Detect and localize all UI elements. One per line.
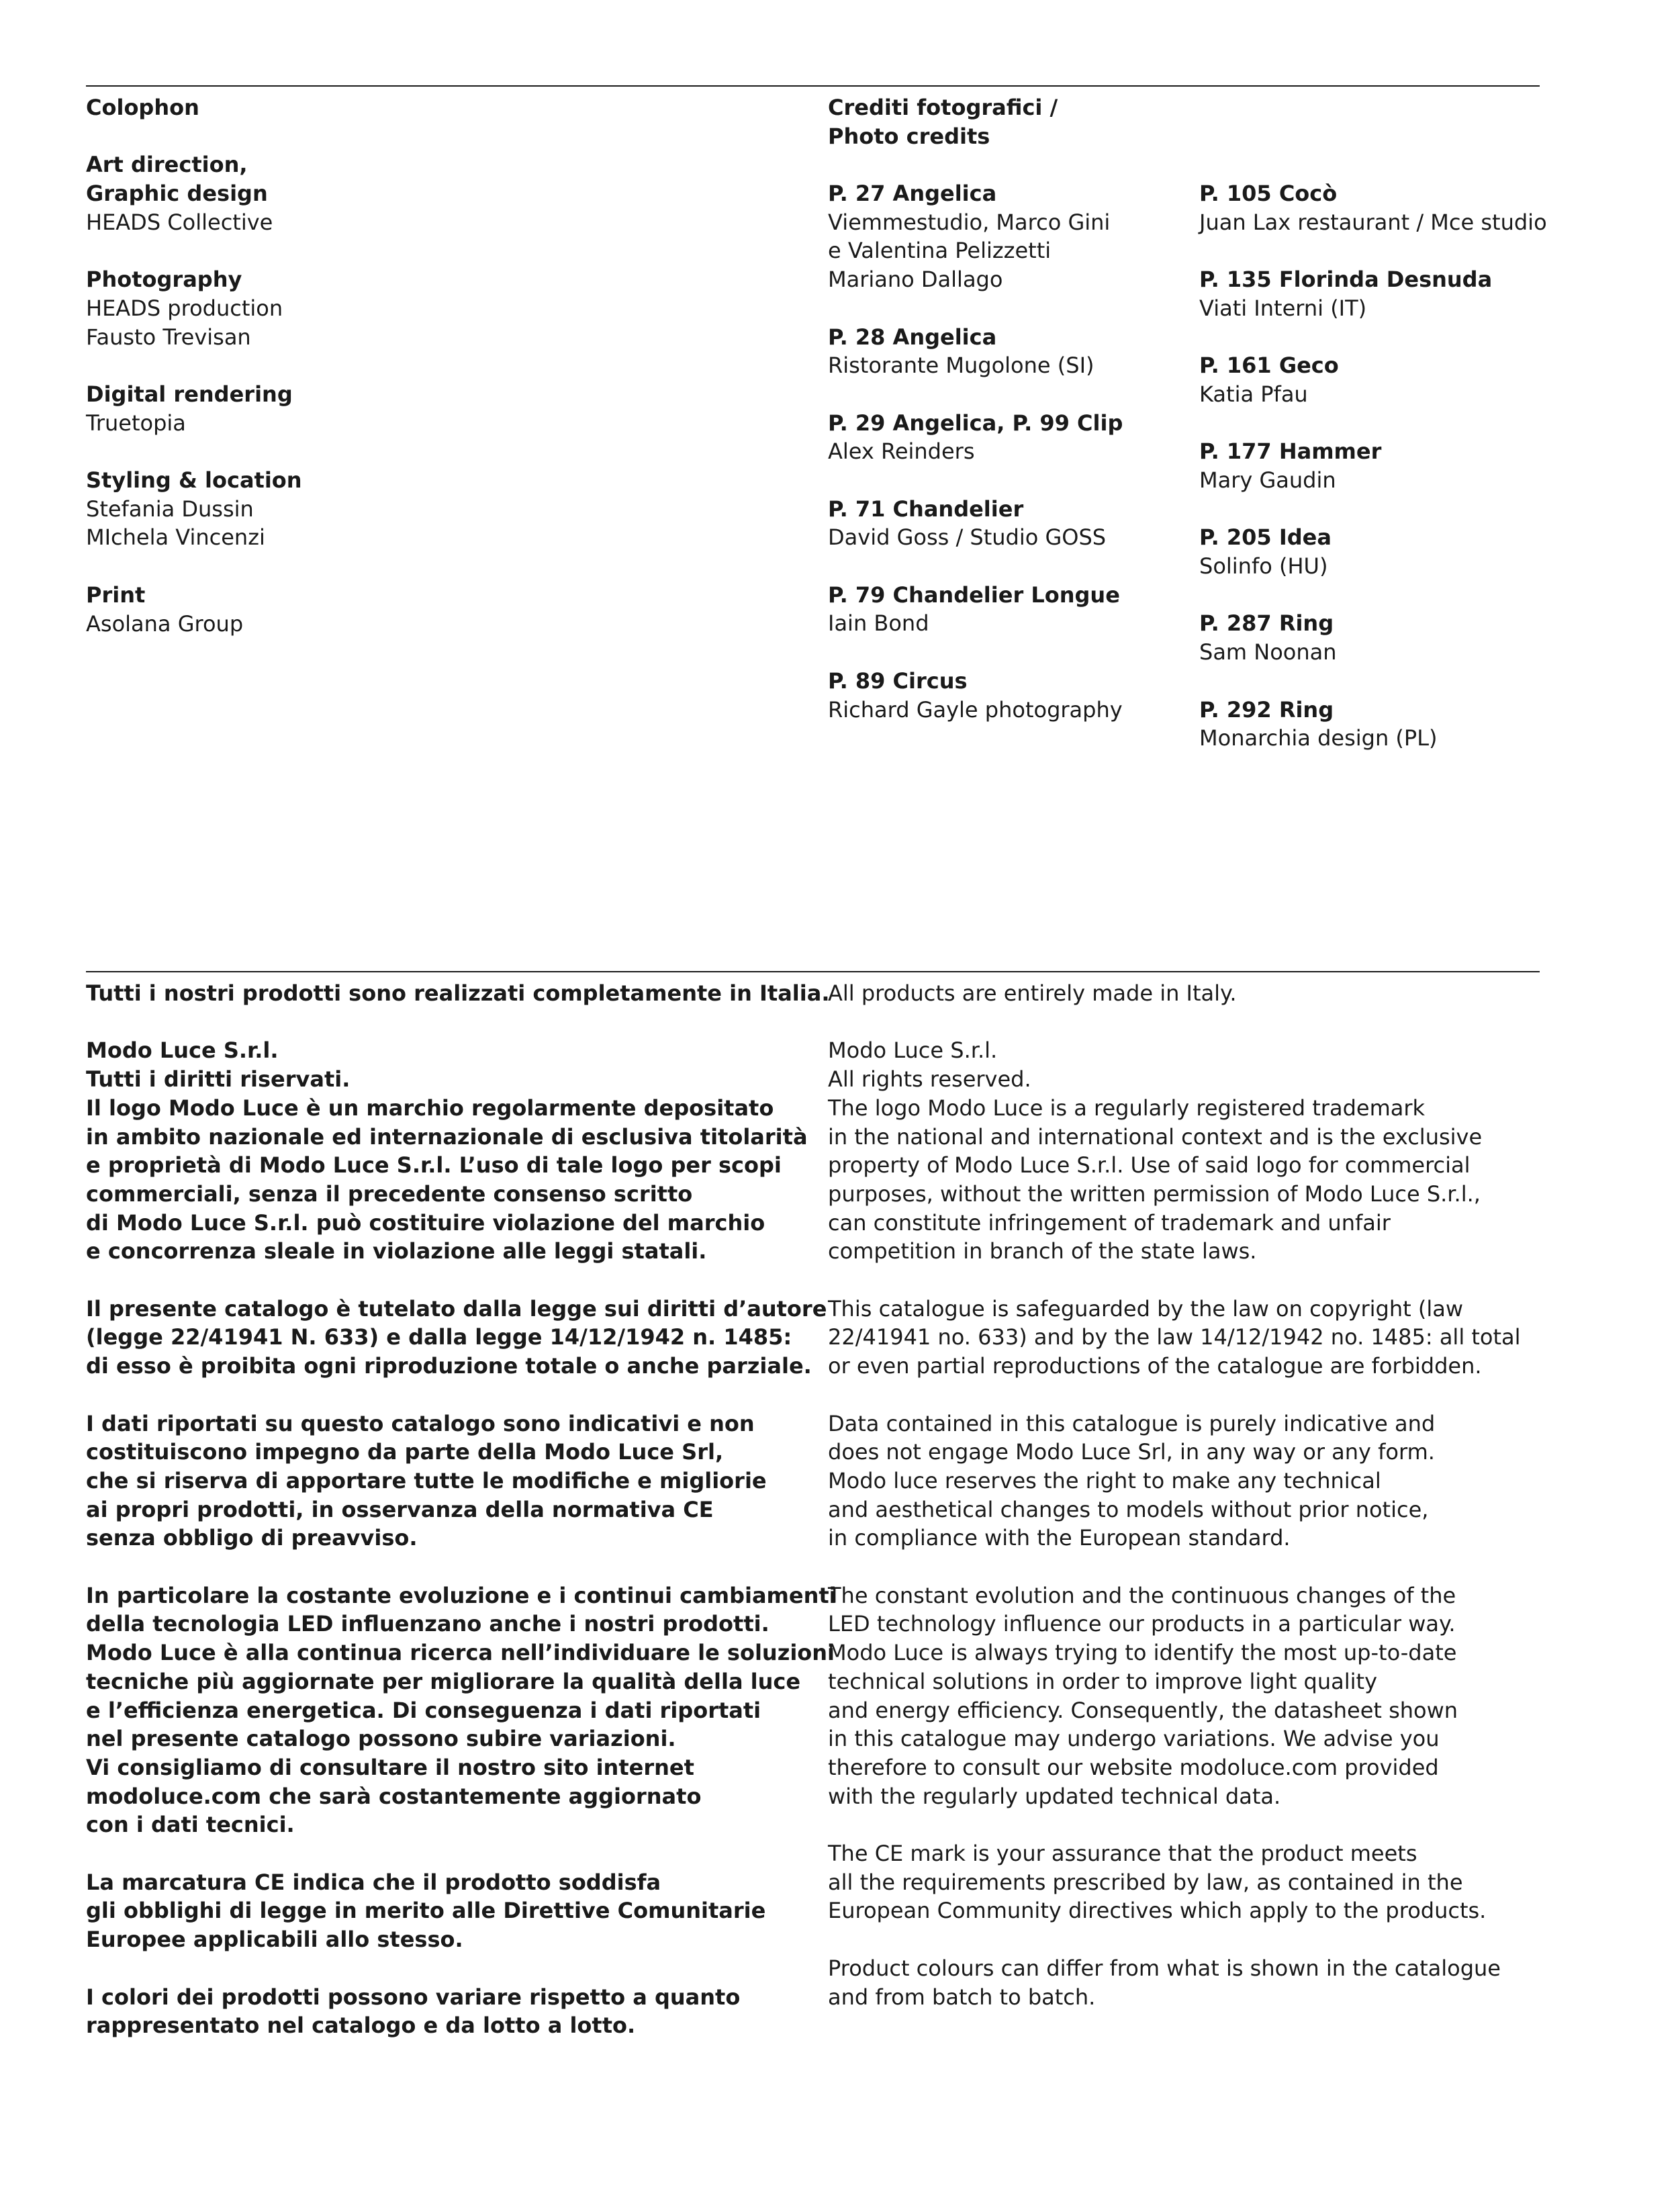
legal-line: I colori dei prodotti possono variare rispetto a quanto [86, 1984, 741, 2010]
credit-line: Katia Pfau [1199, 381, 1308, 407]
credits-title [828, 93, 1058, 150]
legal-line: Data contained in this catalogue is purely indicative and [828, 1410, 1436, 1436]
credit-entry [828, 667, 1123, 724]
legal-line: di esso è proibita ogni riproduzione totale o anche parziale. [86, 1353, 812, 1379]
legal-line: and energy efficiency. Consequently, the datasheet shown [828, 1697, 1458, 1723]
legal-line: competition in branch of the state laws. [828, 1238, 1257, 1264]
legal-line: e concorrenza sleale in violazione alle leggi statali. [86, 1238, 707, 1264]
legal-line: therefore to consult our website modoluce.com provided [828, 1754, 1439, 1780]
colophon-section [86, 466, 302, 552]
legal-line: and aesthetical changes to models without prior notice, [828, 1496, 1429, 1522]
section-line: HEADS Collective [86, 209, 273, 235]
section-line: HEADS production [86, 295, 283, 321]
legal-english-column [828, 979, 1521, 2011]
legal-paragraph [86, 1295, 837, 1381]
legal-line: I dati riportati su questo catalogo sono indicativi e non [86, 1410, 755, 1436]
legal-line: con i dati tecnici. [86, 1812, 295, 1838]
section-heading: Digital rendering [86, 381, 293, 407]
credit-heading: P. 161 Geco [1199, 353, 1339, 379]
legal-line: The constant evolution and the continuous changes of the [828, 1582, 1456, 1608]
credit-entry [1199, 609, 1547, 666]
legal-line: di Modo Luce S.r.l. può costituire violazione del marchio [86, 1209, 765, 1236]
credit-entry [828, 409, 1123, 466]
credit-heading: P. 29 Angelica, P. 99 Clip [828, 410, 1123, 436]
section-heading: Photography [86, 267, 242, 293]
legal-line: Modo Luce è alla continua ricerca nell’individuare le soluzioni [86, 1640, 835, 1666]
legal-line: Modo Luce is always trying to identify the most up-to-date [828, 1640, 1457, 1666]
legal-paragraph [86, 1983, 837, 2040]
legal-line: in this catalogue may undergo variations. We advise you [828, 1726, 1440, 1752]
top-rule [86, 85, 1540, 87]
colophon-sections [86, 150, 302, 638]
credit-line: Mariano Dallago [828, 267, 1003, 293]
legal-line: Modo Luce S.r.l. [828, 1038, 998, 1064]
credit-entry [1199, 523, 1547, 580]
colophon-section [86, 581, 302, 638]
credit-line: Juan Lax restaurant / Mce studio [1199, 209, 1547, 235]
credit-line: Solinfo (HU) [1199, 553, 1328, 580]
credit-heading: P. 71 Chandelier [828, 496, 1024, 522]
legal-paragraph [828, 1581, 1521, 1811]
section-heading: Print [86, 582, 146, 608]
legal-paragraph [828, 1036, 1521, 1266]
credit-entry [1199, 265, 1547, 322]
legal-line: Modo luce reserves the right to make any technical [828, 1467, 1381, 1493]
legal-paragraph [828, 979, 1521, 1008]
legal-line: che si riserva di apportare tutte le modifiche e migliorie [86, 1467, 767, 1493]
credit-entry [828, 179, 1123, 294]
credit-heading: P. 287 Ring [1199, 610, 1334, 637]
colophon-title: Colophon [86, 95, 199, 120]
credit-line: Alex Reinders [828, 439, 975, 465]
credit-line: David Goss / Studio GOSS [828, 524, 1107, 551]
legal-line: In particolare la costante evoluzione e i continui cambiamenti [86, 1582, 837, 1608]
legal-line: all the requirements prescribed by law, as contained in the [828, 1869, 1463, 1895]
legal-line: European Community directives which apply to the products. [828, 1898, 1487, 1924]
legal-line: nel presente catalogo possono subire variazioni. [86, 1726, 676, 1752]
credit-line: Viemmestudio, Marco Gini [828, 209, 1111, 235]
middle-rule [86, 971, 1540, 972]
legal-line: property of Modo Luce S.r.l. Use of said logo for commercial [828, 1152, 1471, 1179]
legal-line: purposes, without the written permission of Modo Luce S.r.l., [828, 1181, 1481, 1207]
section-line: Truetopia [86, 410, 186, 436]
credit-entry [828, 323, 1123, 380]
legal-italian-column [86, 979, 837, 2040]
legal-paragraph [86, 979, 837, 1008]
legal-line: This catalogue is safeguarded by the law on copyright (law [828, 1295, 1464, 1322]
credit-entry [828, 581, 1123, 638]
credit-line: Monarchia design (PL) [1199, 725, 1438, 751]
legal-line: Il logo Modo Luce è un marchio regolarmente depositato [86, 1095, 774, 1121]
legal-line: modoluce.com che sarà costantemente aggiornato [86, 1783, 702, 1809]
section-line: Stefania Dussin [86, 496, 254, 522]
credit-entry [1199, 351, 1547, 408]
legal-line: ai propri prodotti, in osservanza della normativa CE [86, 1496, 714, 1522]
section-heading: Styling & location [86, 467, 302, 494]
legal-line: or even partial reproductions of the catalogue are forbidden. [828, 1353, 1482, 1379]
credit-heading: P. 27 Angelica [828, 181, 997, 206]
legal-line: with the regularly updated technical data. [828, 1783, 1281, 1809]
credit-entry [828, 495, 1123, 552]
legal-paragraph [86, 1581, 837, 1839]
legal-line: can constitute infringement of trademark and unfair [828, 1209, 1391, 1236]
legal-line: Product colours can differ from what is shown in the catalogue [828, 1955, 1501, 1981]
legal-line: tecniche più aggiornate per migliorare la qualità della luce [86, 1668, 801, 1694]
credit-heading: P. 292 Ring [1199, 696, 1334, 723]
credits-column-2 [1199, 179, 1547, 753]
legal-line: and from batch to batch. [828, 1984, 1096, 2010]
credit-heading: P. 205 Idea [1199, 524, 1332, 551]
credit-entry [1199, 179, 1547, 236]
legal-paragraph [86, 1868, 837, 1954]
section-line: Asolana Group [86, 610, 244, 637]
credit-line: Iain Bond [828, 610, 929, 637]
legal-line: commerciali, senza il precedente consenso scritto [86, 1181, 693, 1207]
credit-line: Mary Gaudin [1199, 467, 1336, 493]
legal-paragraph [828, 1295, 1521, 1381]
legal-line: Il presente catalogo è tutelato dalla legge sui diritti d’autore [86, 1295, 827, 1322]
credit-line: Richard Gayle photography [828, 696, 1123, 723]
legal-line: 22/41941 no. 633) and by the law 14/12/1942 no. 1485: all total [828, 1324, 1521, 1350]
legal-line: La marcatura CE indica che il prodotto soddisfa [86, 1869, 661, 1895]
legal-line: e proprietà di Modo Luce S.r.l. L’uso di tale logo per scopi [86, 1152, 782, 1179]
legal-line: All rights reserved. [828, 1066, 1031, 1093]
credits-title-line: Photo credits [828, 123, 990, 149]
legal-line: Europee applicabili allo stesso. [86, 1927, 463, 1953]
legal-line: e l’efficienza energetica. Di conseguenza i dati riportati [86, 1697, 761, 1723]
legal-line: della tecnologia LED influenzano anche i nostri prodotti. [86, 1611, 770, 1637]
section-line: Fausto Trevisan [86, 324, 251, 350]
legal-line: costituiscono impegno da parte della Modo Luce Srl, [86, 1439, 724, 1465]
legal-line: Modo Luce S.r.l. [86, 1038, 279, 1064]
legal-line: Vi consigliamo di consultare il nostro sito internet [86, 1754, 694, 1780]
credit-line: Ristorante Mugolone (SI) [828, 353, 1094, 379]
legal-line: rappresentato nel catalogo e da lotto a lotto. [86, 2013, 636, 2039]
legal-line: gli obblighi di legge in merito alle Direttive Comunitarie [86, 1898, 766, 1924]
credit-entry [1199, 437, 1547, 494]
colophon-section [86, 265, 302, 351]
legal-line: The CE mark is your assurance that the product meets [828, 1841, 1417, 1867]
credit-line: Sam Noonan [1199, 639, 1337, 665]
legal-paragraph [828, 1954, 1521, 2011]
legal-line: does not engage Modo Luce Srl, in any way or any form. [828, 1439, 1435, 1465]
legal-line: (legge 22/41941 N. 633) e dalla legge 14/12/1942 n. 1485: [86, 1324, 792, 1350]
legal-line: LED technology influence our products in a particular way. [828, 1611, 1456, 1637]
legal-line: in the national and international context and is the exclusive [828, 1123, 1483, 1150]
section-heading: Art direction, [86, 152, 248, 178]
section-line: MIchela Vincenzi [86, 524, 265, 551]
legal-line: in compliance with the European standard. [828, 1525, 1291, 1551]
credit-line: Viati Interni (IT) [1199, 295, 1367, 321]
colophon-column [86, 93, 302, 638]
legal-line: The logo Modo Luce is a regularly registered trademark [828, 1095, 1426, 1121]
legal-line: All products are entirely made in Italy. [828, 980, 1237, 1006]
legal-paragraph [828, 1839, 1521, 1925]
legal-line: in ambito nazionale ed internazionale di esclusiva titolarità [86, 1123, 808, 1150]
legal-line: technical solutions in order to improve light quality [828, 1668, 1378, 1694]
credit-heading: P. 79 Chandelier Longue [828, 582, 1120, 608]
credit-entry [1199, 696, 1547, 753]
credit-heading: P. 89 Circus [828, 667, 968, 694]
legal-paragraph [86, 1410, 837, 1553]
legal-line: senza obbligo di preavviso. [86, 1525, 418, 1551]
legal-line: Tutti i nostri prodotti sono realizzati completamente in Italia. [86, 980, 830, 1006]
colophon-section [86, 150, 302, 236]
legal-line: Tutti i diritti riservati. [86, 1066, 351, 1093]
credits-title-line: Crediti fotografici / [828, 95, 1058, 120]
credit-heading: P. 105 Cocò [1199, 181, 1338, 206]
credit-line: e Valentina Pelizzetti [828, 238, 1052, 264]
legal-paragraph [86, 1036, 837, 1266]
credit-heading: P. 135 Florinda Desnuda [1199, 267, 1493, 293]
credit-heading: P. 177 Hammer [1199, 439, 1382, 465]
colophon-section [86, 380, 302, 437]
section-heading: Graphic design [86, 181, 268, 207]
legal-paragraph [828, 1410, 1521, 1553]
credit-heading: P. 28 Angelica [828, 324, 997, 350]
credits-column-1 [828, 179, 1123, 724]
